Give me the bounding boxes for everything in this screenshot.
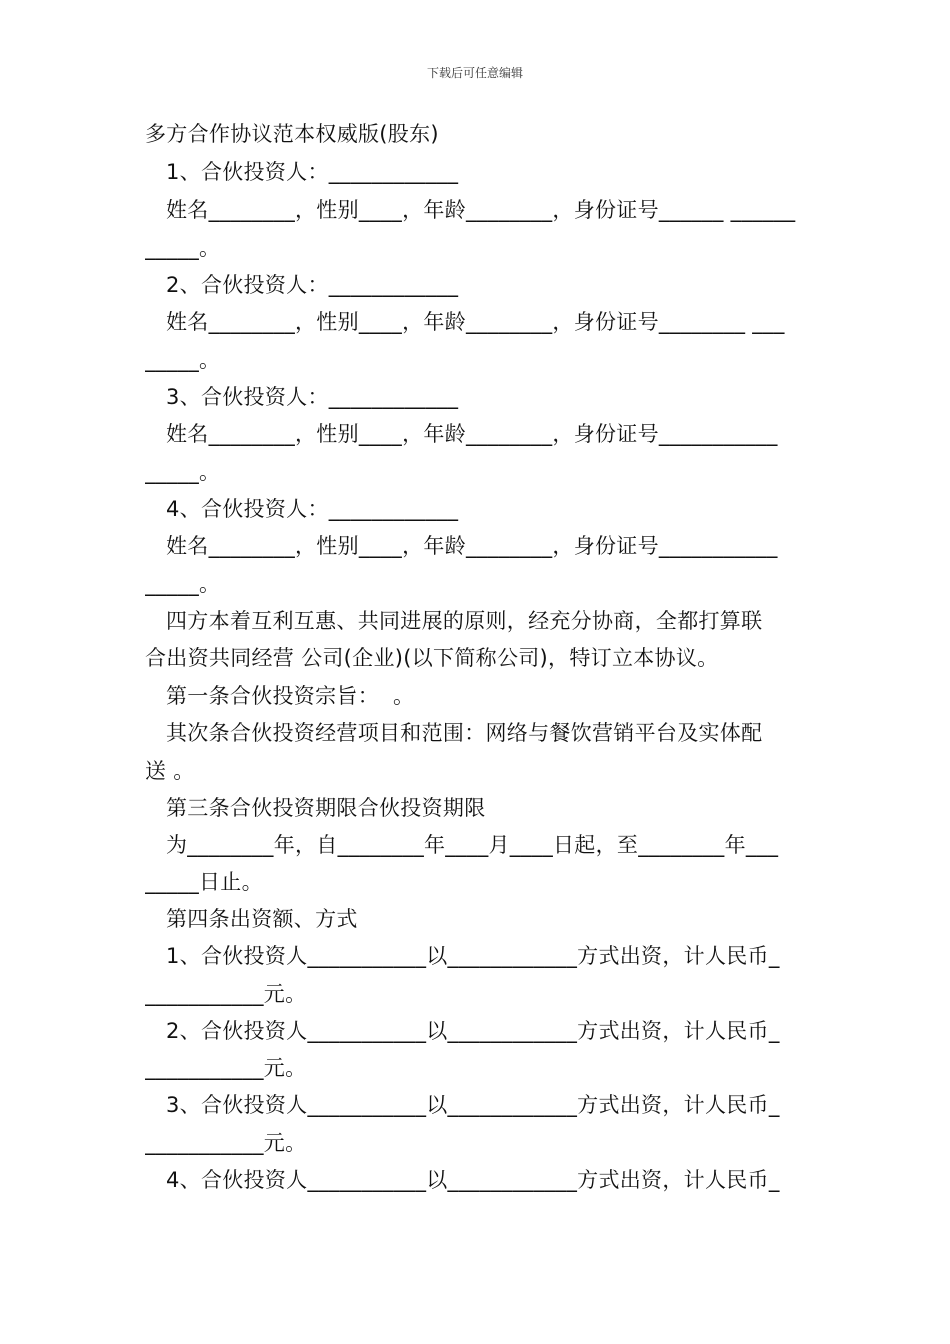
partner-4-heading: 4、合伙投资人：____________ bbox=[166, 497, 459, 521]
intro-line-2: 合出资共同经营 公司(企业)(以下简称公司)，特订立本协议。 bbox=[145, 646, 719, 670]
partner-4-info-cont: _____。 bbox=[145, 572, 221, 596]
contribution-3-line-1: 3、合伙投资人___________以____________方式出资，计人民币_ bbox=[166, 1093, 780, 1117]
article-4-title: 第四条出资额、方式 bbox=[166, 907, 358, 931]
contribution-3-line-2: ___________元。 bbox=[145, 1131, 307, 1155]
article-2-line-2: 送 。 bbox=[145, 759, 195, 783]
partner-4-info: 姓名________，性别____，年龄________，身份证号___________ bbox=[166, 534, 778, 558]
article-3-line-2: _____日止。 bbox=[145, 870, 263, 894]
contribution-1-line-1: 1、合伙投资人___________以____________方式出资，计人民币_ bbox=[166, 944, 780, 968]
partner-3-info-cont: _____。 bbox=[145, 460, 221, 484]
partner-1-info: 姓名________，性别____，年龄________，身份证号______ ______ bbox=[166, 198, 796, 222]
article-1: 第一条合伙投资宗旨： 。 bbox=[166, 684, 415, 708]
contribution-2-line-1: 2、合伙投资人___________以____________方式出资，计人民币_ bbox=[166, 1019, 780, 1043]
partner-2-heading: 2、合伙投资人：____________ bbox=[166, 273, 459, 297]
page-header-note: 下载后可任意编辑 bbox=[426, 66, 523, 80]
contribution-1-line-2: ___________元。 bbox=[145, 982, 307, 1006]
partner-3-heading: 3、合伙投资人：____________ bbox=[166, 385, 459, 409]
intro-line-1: 四方本着互利互惠、共同进展的原则，经充分协商，全都打算联 bbox=[166, 609, 763, 633]
contribution-2-line-2: ___________元。 bbox=[145, 1056, 307, 1080]
contribution-4-line-1: 4、合伙投资人___________以____________方式出资，计人民币_ bbox=[166, 1168, 780, 1192]
document-title: 多方合作协议范本权威版(股东) bbox=[145, 122, 439, 146]
partner-2-info-cont: _____。 bbox=[145, 348, 221, 372]
partner-2-info: 姓名________，性别____，年龄________，身份证号________ ___ bbox=[166, 310, 785, 334]
article-3-title: 第三条合伙投资期限合伙投资期限 bbox=[166, 796, 486, 820]
article-3-line-1: 为________年，自________年____月____日起，至________年___ bbox=[166, 833, 779, 857]
partner-1-heading: 1、合伙投资人：____________ bbox=[166, 160, 459, 184]
partner-1-info-cont: _____。 bbox=[145, 236, 221, 260]
article-2-line-1: 其次条合伙投资经营项目和范围：网络与餐饮营销平台及实体配 bbox=[166, 721, 763, 745]
partner-3-info: 姓名________，性别____，年龄________，身份证号___________ bbox=[166, 422, 778, 446]
